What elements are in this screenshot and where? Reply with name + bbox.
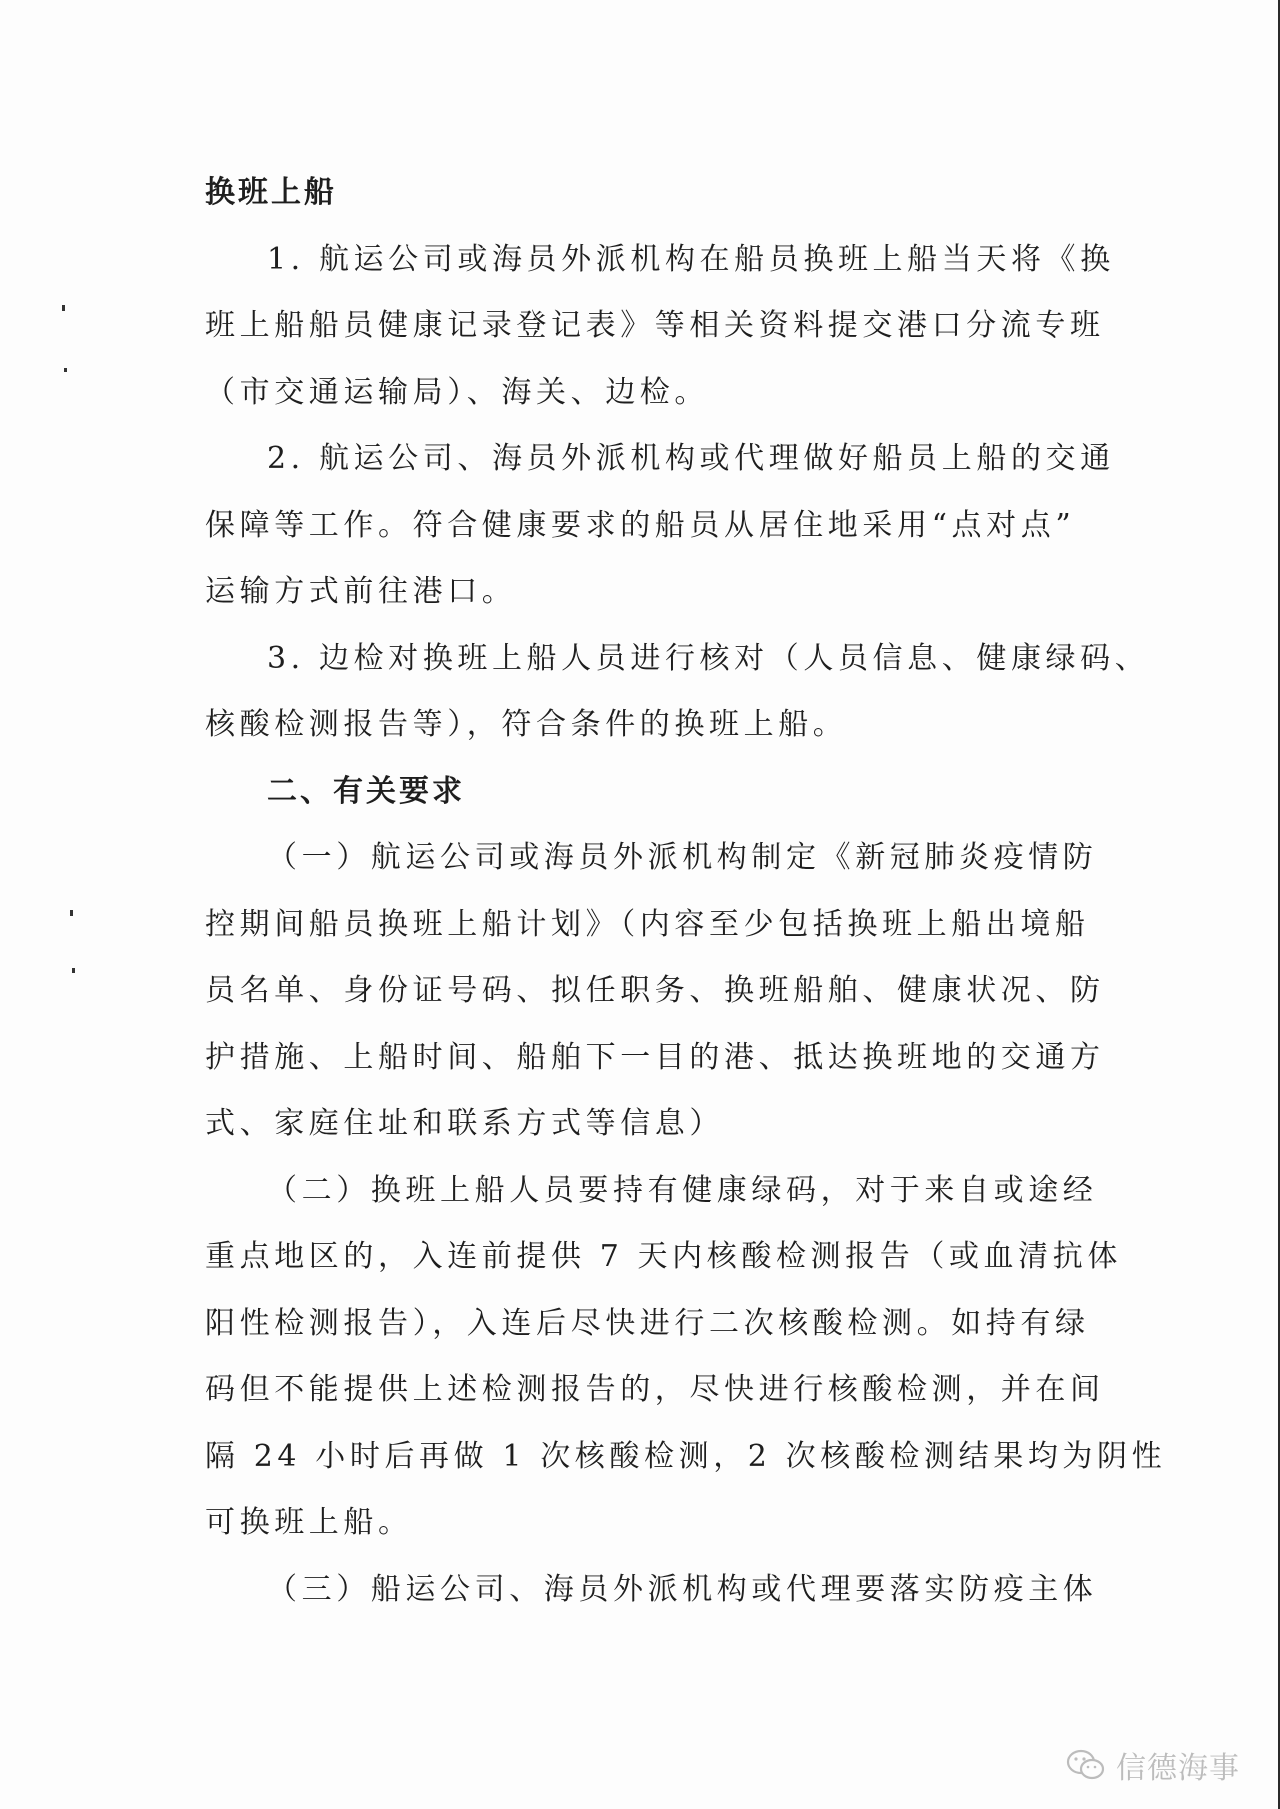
text-line: （市交通运输局）、海关、边检。 xyxy=(205,374,709,410)
text-line: 运输方式前往港口。 xyxy=(205,574,517,609)
text-line: 员名单、身份证号码、拟任职务、换班船舶、健康状况、防 xyxy=(205,973,1105,1008)
text-line: 可换班上船。 xyxy=(205,1505,413,1540)
text-line: 隔 24 小时后再做 1 次核酸检测，2 次核酸检测结果均为阴性 xyxy=(205,1438,1167,1474)
text-line: 重点地区的，入连前提供 7 天内核酸检测报告（或血清抗体 xyxy=(205,1239,1122,1274)
watermark xyxy=(1066,1743,1240,1787)
text-line: 2. 航运公司、海员外派机构或代理做好船员上船的交通 xyxy=(267,441,1115,476)
text-line: 护措施、上船时间、船舶下一目的港、抵达换班地的交通方 xyxy=(205,1039,1105,1075)
punch-mark xyxy=(64,368,67,372)
text-line: 阳性检测报告），入连后尽快进行二次核酸检测。如持有绿 xyxy=(205,1305,1090,1341)
text-line: 3. 边检对换班上船人员进行核对（人员信息、健康绿码、 xyxy=(267,640,1150,676)
document-body xyxy=(205,160,1167,1623)
text-line: 核酸检测报告等），符合条件的换班上船。 xyxy=(205,707,848,742)
punch-mark xyxy=(62,305,65,311)
text-line: 1. 航运公司或海员外派机构在船员换班上船当天将《换 xyxy=(267,241,1115,277)
text-line: 码但不能提供上述检测报告的，尽快进行核酸检测，并在间 xyxy=(205,1372,1105,1407)
text-line: 换班上船 xyxy=(205,175,337,210)
text-line: （二）换班上船人员要持有健康绿码，对于来自或途经 xyxy=(267,1172,1098,1208)
text-line: 班上船船员健康记录登记表》等相关资料提交港口分流专班 xyxy=(205,308,1105,343)
punch-mark xyxy=(72,968,75,973)
text-line: 保障等工作。符合健康要求的船员从居住地采用“点对点” xyxy=(205,507,1076,543)
punch-mark xyxy=(70,910,73,916)
text-line: 式、家庭住址和联系方式等信息） xyxy=(205,1106,724,1141)
text-line: （三）船运公司、海员外派机构或代理要落实防疫主体 xyxy=(267,1571,1098,1607)
text-line: 控期间船员换班上船计划》（内容至少包括换班上船出境船 xyxy=(205,906,1090,942)
text-line: 二、有关要求 xyxy=(267,773,465,809)
text-line: （一）航运公司或海员外派机构制定《新冠肺炎疫情防 xyxy=(267,840,1098,875)
watermark-text: 信德海事 xyxy=(1116,1751,1240,1786)
wechat-icon xyxy=(1066,1748,1106,1782)
